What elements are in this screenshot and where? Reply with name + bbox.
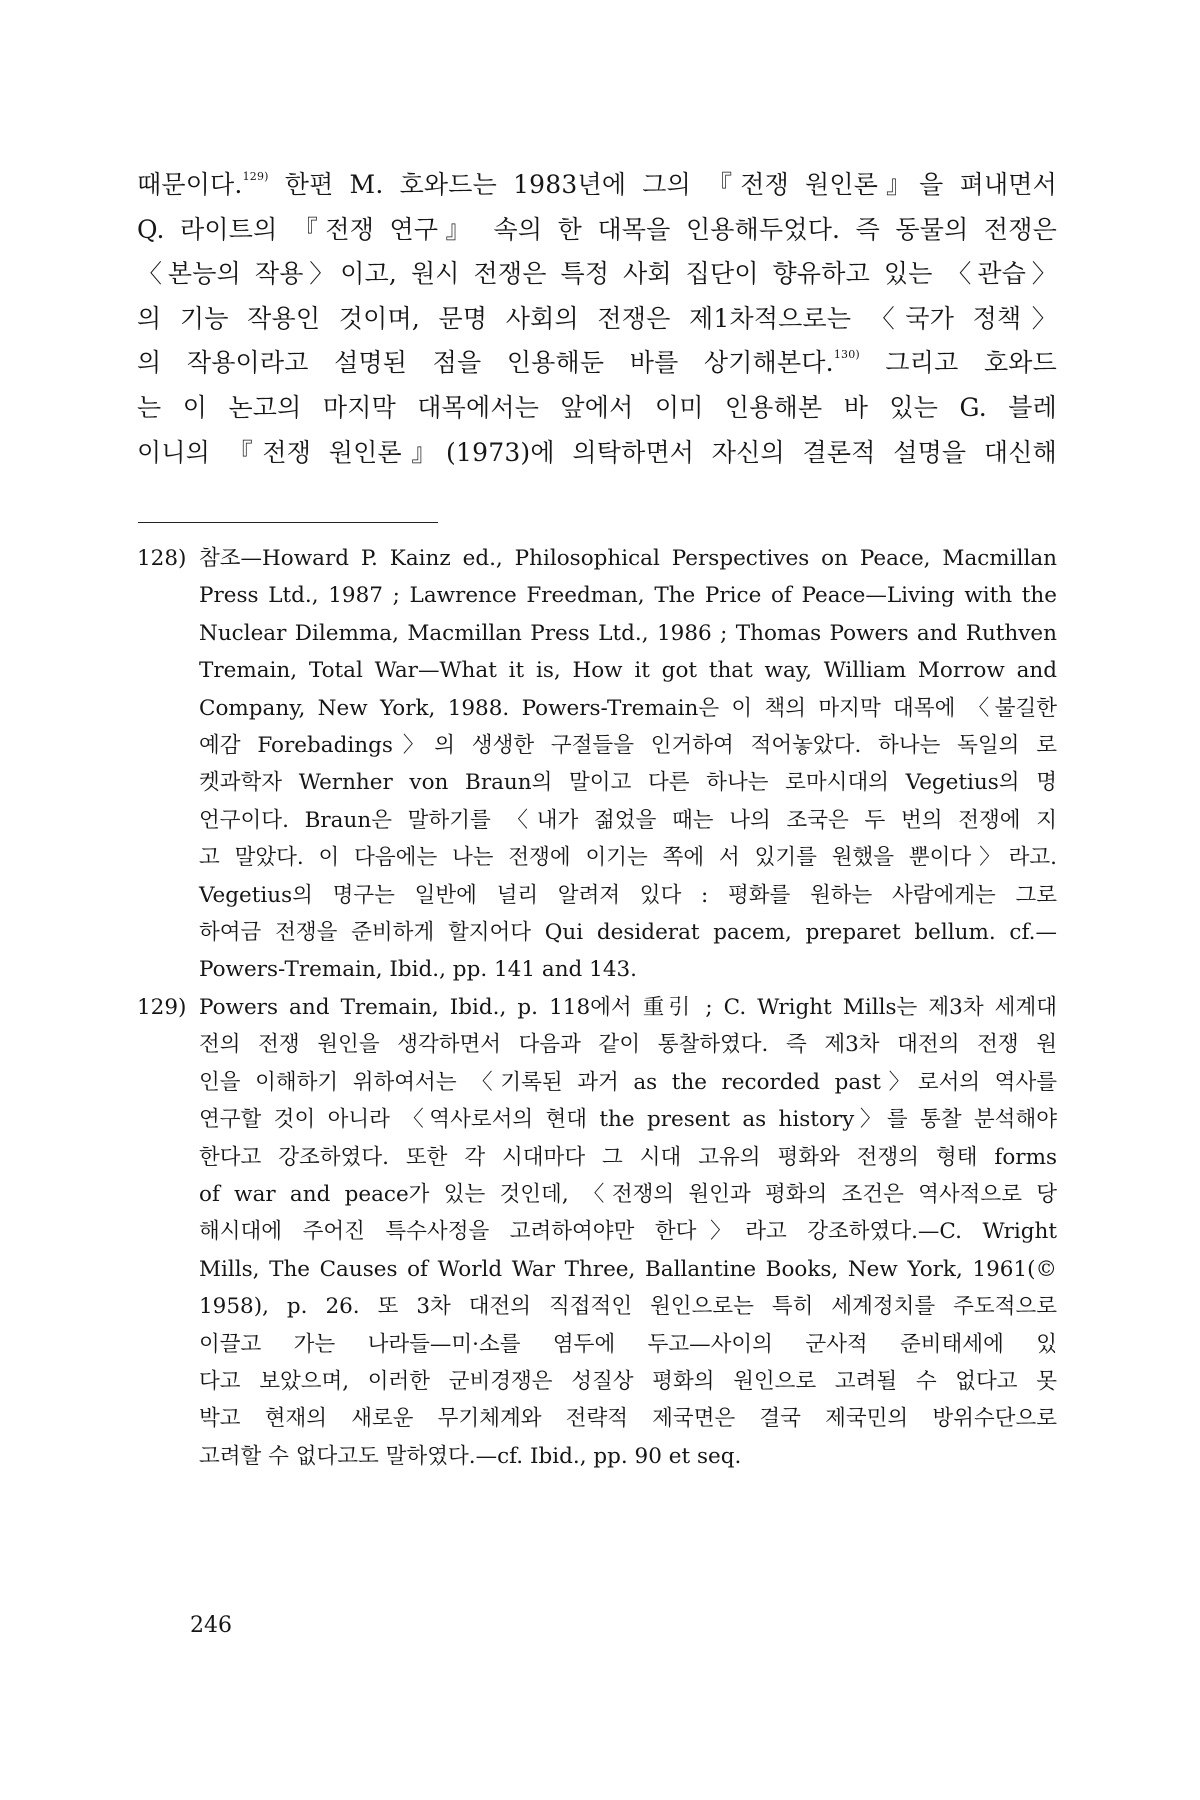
line-5-rest: 그리고 호와드 (859, 348, 1057, 378)
footnote-line: Powers and Tremain, Ibid., p. 118에서 重引 ; C. Wright Mills는 제3차 세계대 (199, 994, 1057, 1020)
footnote-line: Nuclear Dilemma, Macmillan Press Ltd., 1986 ; Thomas Powers and Ruthven (199, 620, 1057, 646)
footnote-line: of war and peace가 있는 것인데, 〈전쟁의 원인과 평화의 조건은 역사적으로 당 (199, 1181, 1057, 1207)
footnote-line: 언구이다. Braun은 말하기를 〈내가 젊었을 때는 나의 조국은 두 번의 전쟁에 지 (199, 807, 1057, 833)
main-text-line-7: 이니의 『전쟁 원인론』(1973)에 의탁하면서 자신의 결론적 설명을 대신해 (137, 437, 1057, 467)
footnote-line: 다고 보았으며, 이러한 군비경쟁은 성질상 평화의 원인으로 고려될 수 없다고 못 (199, 1368, 1057, 1394)
footnote-line: 박고 현재의 새로운 무기체계와 전략적 제국면은 결국 제국민의 방위수단으로 (199, 1406, 1057, 1432)
main-text-line-1 (137, 163, 1057, 208)
footnote-ref-130: 130) (833, 348, 860, 362)
footnote-line: Press Ltd., 1987 ; Lawrence Freedman, The Price of Peace—Living with the (199, 583, 1057, 609)
main-text (137, 163, 1057, 475)
footnote-line: Company, New York, 1988. Powers-Tremain은 이 책의 마지막 대목에 〈불길한 (199, 695, 1057, 721)
footnote-line: Tremain, Total War—What it is, How it got that way, William Morrow and (199, 658, 1057, 684)
footnote-line: 켓과학자 Wernher von Braun의 말이고 다른 하나는 로마시대의 Vegetius의 명 (199, 770, 1057, 796)
line-1-rest: 한편 M. 호와드는 1983년에 그의 『전쟁 원인론』을 펴내면서 (268, 170, 1057, 199)
footnote-line: 전의 전쟁 원인을 생각하면서 다음과 같이 통찰하였다. 즉 제3차 대전의 전쟁 원 (199, 1032, 1057, 1058)
line-5-start: 의 작용이라고 설명된 점을 인용해둔 바를 상기해본다. (137, 348, 834, 378)
main-text-line-4: 의 기능 작용인 것이며, 문명 사회의 전쟁은 제1차적으로는 〈국가 정책〉 (137, 303, 1057, 333)
main-text-line-3: 〈본능의 작용〉이고, 원시 전쟁은 특정 사회 집단이 향유하고 있는 〈관습〉 (137, 259, 1057, 289)
footnote-divider (138, 522, 438, 523)
footnote-number: 128) (137, 546, 187, 571)
footnote-line: 고 말았다. 이 다음에는 나는 전쟁에 이기는 쪽에 서 있기를 원했을 뿐이다〉라고. (199, 845, 1057, 871)
footnote-line: 연구할 것이 아니라 〈역사로서의 현대 the present as history〉를 통찰 분석해야 (199, 1107, 1057, 1133)
footnote-line: 참조—Howard P. Kainz ed., Philosophical Perspectives on Peace, Macmillan (199, 546, 1057, 571)
footnote-line: 하여금 전쟁을 준비하게 할지어다 Qui desiderat pacem, preparet bellum. cf.— (199, 920, 1057, 946)
main-text-line-6: 는 이 논고의 마지막 대목에서는 앞에서 이미 인용해본 바 있는 G. 블레 (137, 392, 1057, 422)
footnote-line: Vegetius의 명구는 일반에 널리 알려져 있다 : 평화를 원하는 사람에게는 그로 (199, 882, 1057, 908)
footnote-line: 해시대에 주어진 특수사정을 고려하여야만 한다〉라고 강조하였다.—C. Wright (199, 1219, 1057, 1245)
footnote-line: 인을 이해하기 위하여서는 〈기록된 과거 as the recorded past〉로서의 역사를 (199, 1069, 1057, 1095)
footnote-129 (137, 989, 1057, 1475)
footnote-line: 이끌고 가는 나라들—미·소를 염두에 두고—사이의 군사적 준비태세에 있 (199, 1331, 1057, 1357)
footnote-line: 한다고 강조하였다. 또한 각 시대마다 그 시대 고유의 평화와 전쟁의 형태 forms (199, 1144, 1057, 1170)
main-text-line-5 (137, 341, 1057, 386)
footnote-body (199, 540, 1057, 989)
page-number: 246 (190, 1613, 232, 1638)
footnote-ref-129: 129) (242, 170, 269, 183)
footnote-line: 1958), p. 26. 또 3차 대전의 직접적인 원인으로는 특히 세계정치를 주도적으로 (199, 1294, 1057, 1320)
footnote-line: Mills, The Causes of World War Three, Ballantine Books, New York, 1961(© (199, 1256, 1057, 1282)
footnote-line: Powers-Tremain, Ibid., pp. 141 and 143. (199, 957, 638, 983)
main-text-line-2: Q. 라이트의 『전쟁 연구』 속의 한 대목을 인용해두었다. 즉 동물의 전쟁은 (137, 214, 1057, 244)
footnote-line: 예감 Forebadings〉의 생생한 구절들을 인거하여 적어놓았다. 하나는 독일의 로 (199, 733, 1057, 759)
footnotes (137, 540, 1057, 1475)
footnote-128 (137, 540, 1057, 989)
footnote-body (199, 989, 1057, 1475)
footnote-number: 129) (137, 994, 187, 1020)
footnote-line: 고려할 수 없다고도 말하였다.—cf. Ibid., pp. 90 et seq. (199, 1443, 742, 1469)
line-1-start: 때문이다. (137, 170, 243, 199)
